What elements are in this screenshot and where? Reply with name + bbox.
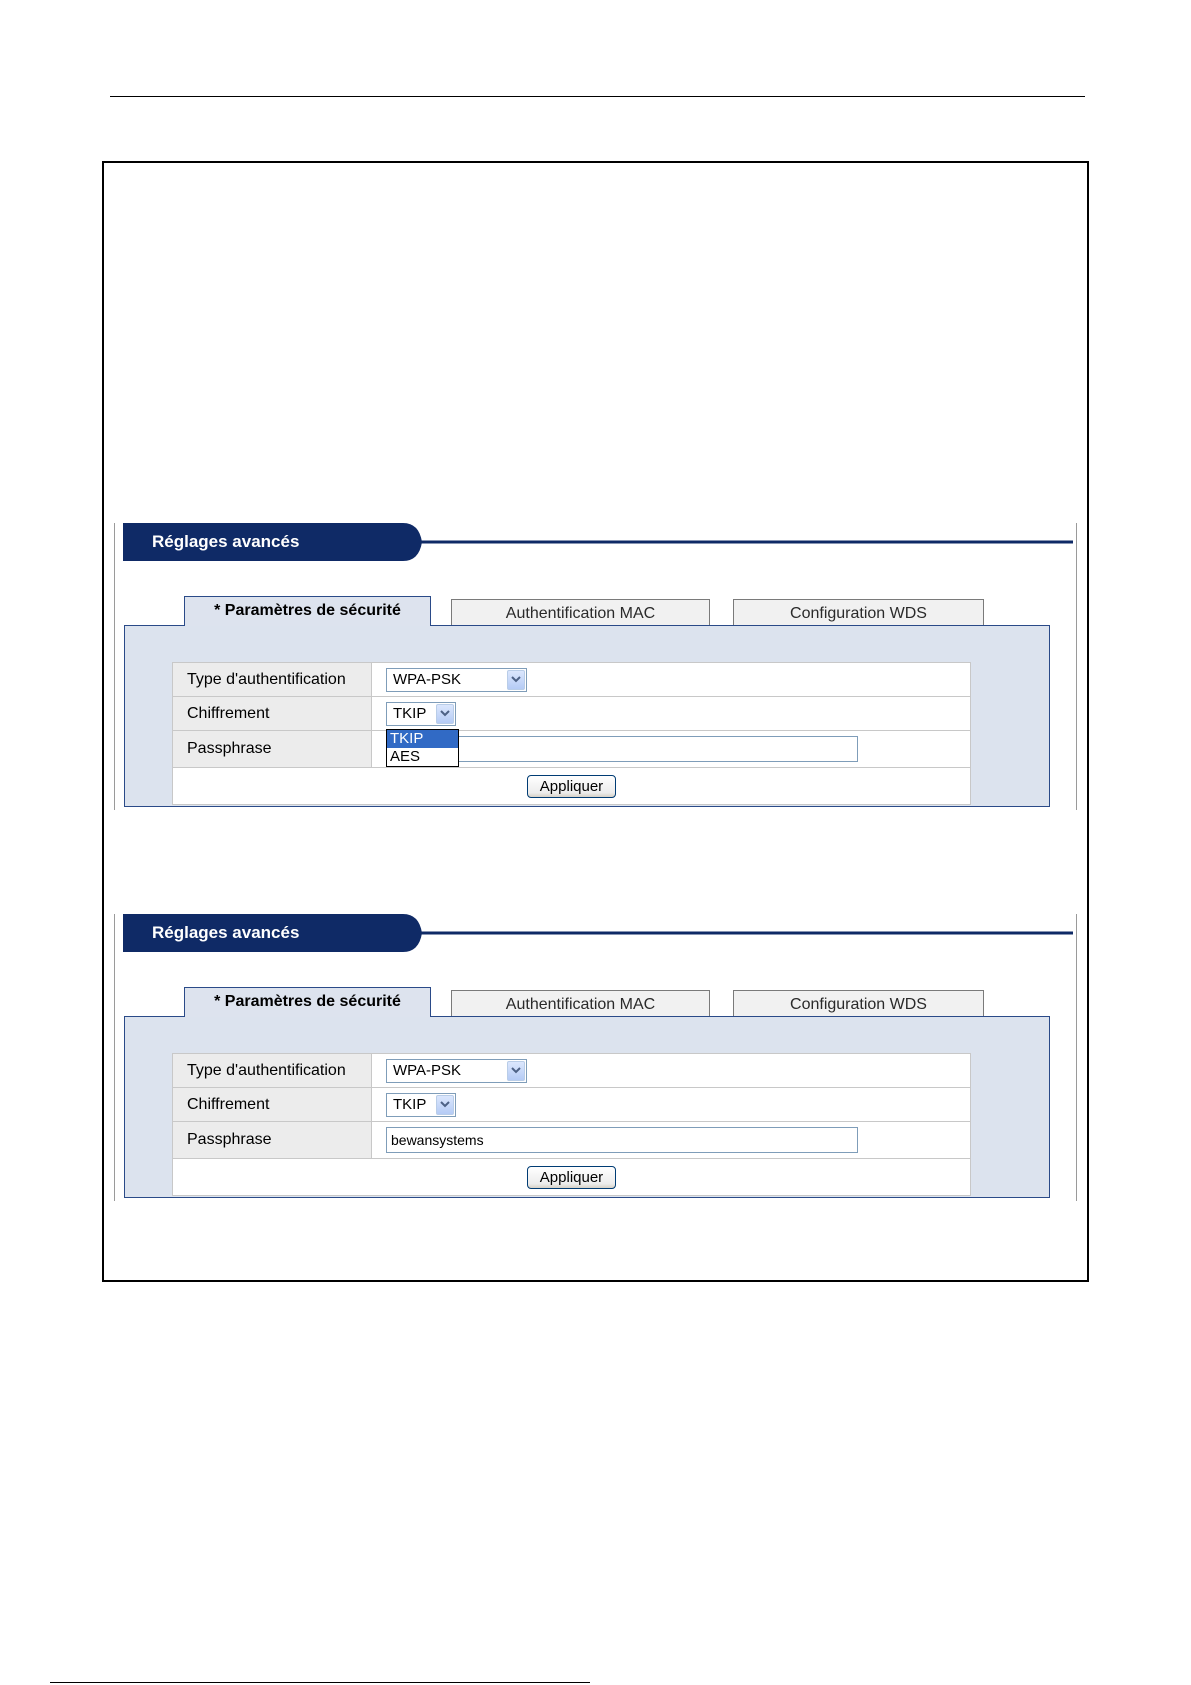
encryption-dropdown-list (386, 729, 459, 767)
security-form (172, 662, 971, 805)
tab-wds-configuration[interactable]: Configuration WDS (733, 990, 984, 1018)
apply-button[interactable]: Appliquer (527, 775, 616, 798)
auth-type-row (173, 1054, 971, 1088)
auth-type-label: Type d'authentification (173, 1054, 372, 1088)
encryption-row (173, 1088, 971, 1122)
security-form (172, 1053, 971, 1196)
panel-title: Réglages avancés (152, 532, 300, 551)
chevron-down-icon[interactable] (507, 1061, 525, 1081)
encryption-value: TKIP (393, 1095, 427, 1113)
panel-title: Réglages avancés (152, 923, 300, 942)
encryption-label: Chiffrement (173, 697, 372, 731)
tab-security-params[interactable]: * Paramètres de sécurité (184, 596, 431, 626)
page-top-rule (110, 96, 1085, 97)
dropdown-option-tkip[interactable]: TKIP (387, 730, 458, 748)
passphrase-label: Passphrase (173, 1122, 372, 1159)
chevron-down-icon[interactable] (436, 1095, 454, 1115)
passphrase-label: Passphrase (173, 731, 372, 768)
tab-security-params[interactable]: * Paramètres de sécurité (184, 987, 431, 1017)
tab-mac-authentication[interactable]: Authentification MAC (451, 599, 710, 627)
dropdown-option-aes[interactable]: AES (390, 748, 421, 765)
settings-panel-dropdown-open (114, 523, 1077, 810)
passphrase-input[interactable]: bewansystems (386, 1127, 858, 1153)
security-tab-panel (124, 625, 1050, 807)
auth-type-value: WPA-PSK (393, 670, 462, 688)
chevron-down-icon[interactable] (507, 670, 525, 690)
page-bottom-rule (50, 1682, 590, 1683)
settings-panel-filled (114, 914, 1077, 1201)
auth-type-row (173, 663, 971, 697)
chevron-down-icon[interactable] (436, 704, 454, 724)
auth-type-select[interactable] (386, 668, 527, 692)
auth-type-select[interactable] (386, 1059, 527, 1083)
apply-button[interactable]: Appliquer (527, 1166, 616, 1189)
encryption-row (173, 697, 971, 731)
encryption-value: TKIP (393, 704, 427, 722)
tab-wds-configuration[interactable]: Configuration WDS (733, 599, 984, 627)
encryption-select[interactable] (386, 1093, 456, 1117)
security-tab-panel (124, 1016, 1050, 1198)
encryption-label: Chiffrement (173, 1088, 372, 1122)
passphrase-row (173, 1122, 971, 1159)
passphrase-row (173, 731, 971, 768)
auth-type-label: Type d'authentification (173, 663, 372, 697)
encryption-select[interactable] (386, 702, 456, 726)
auth-type-value: WPA-PSK (393, 1061, 462, 1079)
tab-mac-authentication[interactable]: Authentification MAC (451, 990, 710, 1018)
